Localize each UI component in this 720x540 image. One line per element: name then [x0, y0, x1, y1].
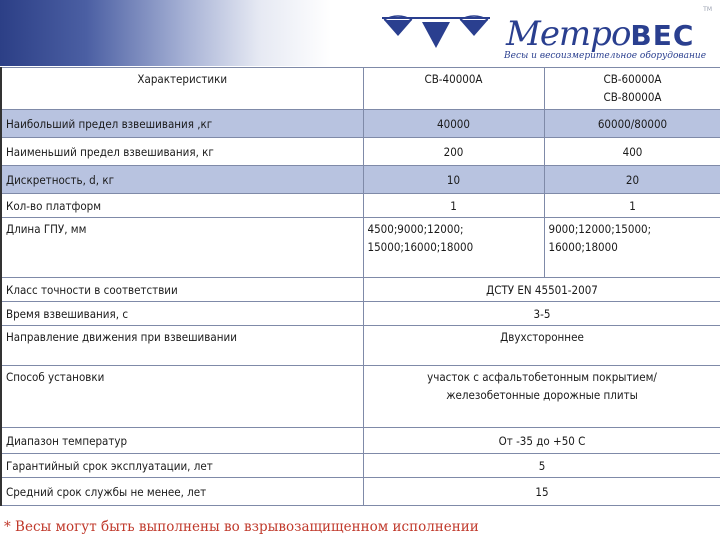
row-value-a: 1: [363, 194, 544, 218]
row-label: Кол-во платформ: [1, 194, 363, 218]
logo-tagline: Весы и весоизмерительное оборудование: [504, 51, 707, 61]
row-value: Двухстороннее: [363, 326, 720, 366]
table-row: [1, 478, 720, 506]
row-value: [363, 366, 720, 428]
logo-wordmark: [506, 14, 694, 56]
logo-name-accent: ВЕС: [630, 19, 695, 52]
row-value: ДСТУ EN 45501-2007: [363, 278, 720, 302]
table-row: [1, 166, 720, 194]
row-label: Длина ГПУ, мм: [1, 218, 363, 278]
row-label: Направление движения при взвешивании: [1, 326, 363, 366]
header-model-b-line2: СВ-80000А: [603, 90, 662, 104]
row-value-line2: железобетонные дорожные плиты: [446, 388, 638, 402]
table-header-row: [1, 68, 720, 110]
row-label: Способ установки: [1, 366, 363, 428]
scales-icon: [376, 14, 496, 54]
table-row: [1, 326, 720, 366]
header-model-b-line1: СВ-60000А: [603, 72, 662, 86]
row-label: Гарантийный срок эксплуатации, лет: [1, 454, 363, 478]
row-label: Дискретность, d, кг: [1, 166, 363, 194]
row-value-b-line2: 16000;18000: [548, 240, 618, 254]
row-value-line1: участок с асфальтобетонным покрытием/: [427, 370, 657, 384]
row-value-a-line1: 4500;9000;12000;: [367, 222, 464, 236]
row-value-a-line2: 15000;16000;18000: [367, 240, 474, 254]
table-row: [1, 454, 720, 478]
table-row: [1, 138, 720, 166]
row-value: 5: [363, 454, 720, 478]
row-value: 3-5: [363, 302, 720, 326]
row-value-a: 10: [363, 166, 544, 194]
company-logo: [376, 6, 716, 64]
row-value: От -35 до +50 С: [363, 428, 720, 454]
footnote: * Весы могут быть выполнены во взрывозащищенном исполнении: [4, 519, 479, 535]
row-value-b: 60000/80000: [544, 110, 720, 138]
header-model-a: СВ-40000А: [363, 68, 544, 110]
row-label: Время взвешивания, с: [1, 302, 363, 326]
trademark-mark: TM: [703, 6, 712, 13]
specifications-table: [0, 67, 720, 506]
table-row: [1, 194, 720, 218]
header-characteristic: Характеристики: [1, 68, 363, 110]
logo-name-main: Метро: [506, 14, 631, 54]
header-model-b: [544, 68, 720, 110]
row-value-b: 400: [544, 138, 720, 166]
row-value-a: 200: [363, 138, 544, 166]
row-label: Класс точности в соответствии: [1, 278, 363, 302]
row-label: Наибольший предел взвешивания ,кг: [1, 110, 363, 138]
table-row: [1, 278, 720, 302]
row-value-b: 1: [544, 194, 720, 218]
row-label: Средний срок службы не менее, лет: [1, 478, 363, 506]
table-row: [1, 428, 720, 454]
table-row: [1, 302, 720, 326]
table-row: [1, 218, 720, 278]
row-value-b: 20: [544, 166, 720, 194]
row-label: Наименьший предел взвешивания, кг: [1, 138, 363, 166]
row-value-a: [363, 218, 544, 278]
table-row: [1, 110, 720, 138]
row-label: Диапазон температур: [1, 428, 363, 454]
table-row: [1, 366, 720, 428]
row-value-a: 40000: [363, 110, 544, 138]
row-value-b: [544, 218, 720, 278]
row-value: 15: [363, 478, 720, 506]
row-value-b-line1: 9000;12000;15000;: [548, 222, 652, 236]
